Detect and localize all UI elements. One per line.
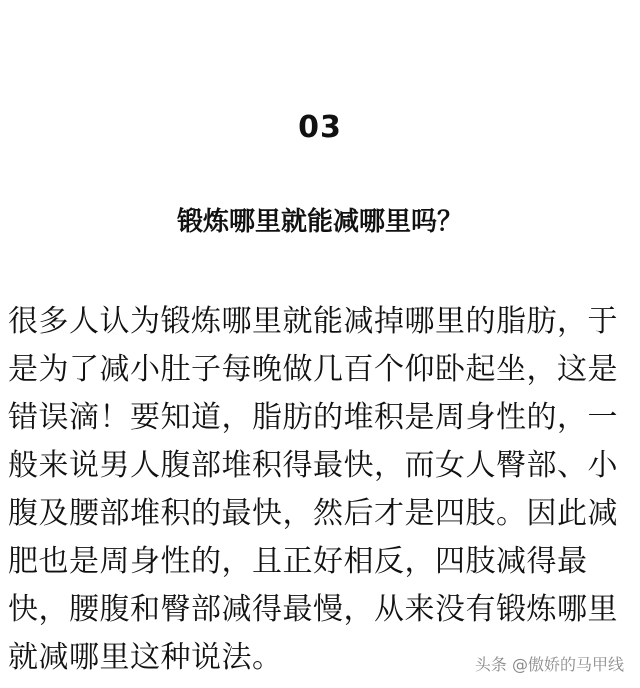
body-line: 错误滴！要知道，脂肪的堆积是周身性的，一 [8,400,618,435]
body-text [8,298,632,682]
body-line: 很多人认为锻炼哪里就能减掉哪里的脂肪，于 [8,304,618,339]
body-line: 就减哪里这种说法。 [8,640,283,675]
body-line: 般来说男人腹部堆积得最快，而女人臀部、小 [8,448,618,483]
body-line: 腹及腰部堆积的最快，然后才是四肢。因此减 [8,496,618,531]
section-number: 03 [298,110,342,145]
body-line: 是为了减小肚子每晚做几百个仰卧起坐，这是 [8,352,618,387]
body-line: 快，腰腹和臀部减得最慢，从来没有锻炼哪里 [8,592,618,627]
body-line: 肥也是周身性的，且正好相反，四肢减得最 [8,544,588,579]
section-title: 锻炼哪里就能减哪里吗？ [176,207,463,237]
watermark: 头条 @傲娇的马甲线 [474,655,624,674]
